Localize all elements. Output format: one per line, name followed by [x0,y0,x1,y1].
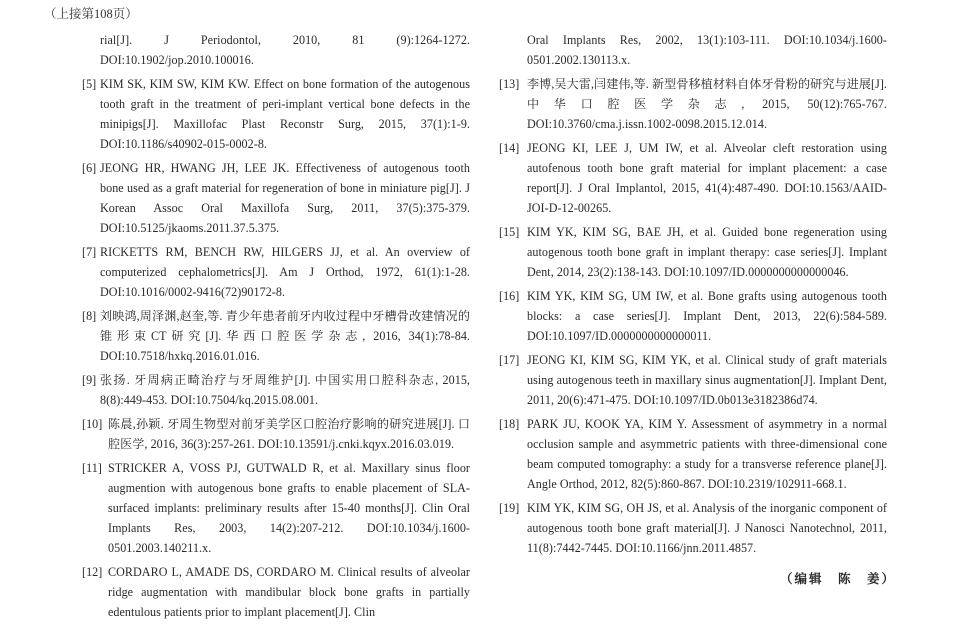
reference-entry [499,350,887,410]
reference-number: [11] [82,461,102,475]
reference-entry [82,306,470,366]
reference-entry [82,414,470,454]
reference-text: CORDARO L, AMADE DS, CORDARO M. Clinical results of alveolar ridge augmentation with mandibular block bone grafts in partially edentulous patients prior to implant placement[J]. Clin [108,565,470,619]
reference-number: [7] [82,245,97,259]
reference-text: Oral Implants Res, 2002, 13(1):103-111. DOI:10.1034/j.1600-0501.2002.130113.x. [527,33,887,67]
reference-text: 张扬. 牙周病正畸治疗与牙周维护[J]. 中国实用口腔科杂志, 2015, 8(8):449-453. DOI:10.7504/kq.2015.08.001. [100,373,470,407]
reference-text: 陈晨,孙颖. 牙周生物型对前牙美学区口腔治疗影响的研究进展[J]. 口腔医学, 2016, 36(3):257-261. DOI:10.13591/j.cnki.kqyx.2016.03.019. [108,417,470,451]
reference-number [82,30,100,70]
reference-entry [82,158,470,238]
reference-column-left [82,30,470,622]
reference-text: JEONG KI, LEE J, UM IW, et al. Alveolar cleft restoration using autofenous tooth bone graft material for implant placement: a case report[J]. J Oral Implantol, 2015, 41(4):487-490. DOI:10.1563/AAID-JOI-D-12-00265. [527,141,887,215]
reference-number: [17] [499,353,520,367]
reference-text: KIM YK, KIM SG, UM IW, et al. Bone grafts using autogenous tooth blocks: a case series[J]. Implant Dent, 2013, 22(6):584-589. DOI:10.1097/ID.0000000000000011. [527,289,887,343]
reference-text: rial[J]. J Periodontol, 2010, 81 (9):1264-1272. DOI:10.1902/jop.2010.100016. [100,33,470,67]
reference-number [499,30,527,70]
reference-number: [12] [82,565,103,579]
reference-entry [82,458,470,558]
reference-number: [16] [499,289,520,303]
reference-text: 李博,吴大雷,闫建伟,等. 新型骨移植材料自体牙骨粉的研究与进展[J]. 中华口腔医学杂志, 2015, 50(12):765-767. DOI:10.3760/cma.j.issn.1002-0098.2015.12.014. [527,77,887,131]
editor-credit: （编辑 陈 姜） [780,572,897,586]
reference-text: JEONG HR, HWANG JH, LEE JK. Effectiveness of autogenous tooth bone used as a graft material for regeneration of bone in miniature pig[J]. J Korean Assoc Oral Maxillofa Surg, 2011, 37(5):375-379. DOI:10.5125/jkaoms.2011.37.5.375. [100,161,470,235]
reference-text: 刘映鸿,周泽渊,赵奎,等. 青少年患者前牙内收过程中牙槽骨改建情况的锥形束CT研究[J].华西口腔医学杂志, 2016, 34(1):78-84. DOI:10.7518/hxkq.2016.01.016. [100,309,470,363]
reference-entry [499,138,887,218]
reference-text: PARK JU, KOOK YA, KIM Y. Assessment of asymmetry in a normal occlusion sample and asymmetric patients with three-dimensional cone beam computed tomography: a study for a transverse reference plane[J]. Angle Orthod, 2012, 82(5):860-867. DOI:10.2319/102911-668.1. [527,417,887,491]
reference-entry [82,30,470,70]
reference-entry [499,222,887,282]
reference-text: KIM YK, KIM SG, BAE JH, et al. Guided bone regeneration using autogenous tooth bone graft in implant therapy: case series[J]. Implant Dent, 2014, 23(2):138-143. DOI:10.1097/ID.0000000000000046. [527,225,887,279]
reference-number: [6] [82,161,97,175]
reference-entry [82,74,470,154]
reference-number: [13] [499,77,520,91]
reference-entry [499,286,887,346]
reference-entry [82,370,470,410]
reference-entry [82,562,470,622]
reference-number: [14] [499,141,520,155]
reference-entry [499,498,887,558]
reference-text: KIM YK, KIM SG, OH JS, et al. Analysis of the inorganic component of autogenous tooth bone graft material[J]. J Nanosci Nanotechnol, 2011, 11(8):7442-7445. DOI:10.1166/jnn.2011.4857. [527,501,887,555]
reference-text: KIM SK, KIM SW, KIM KW. Effect on bone formation of the autogenous tooth graft in the treatment of peri-implant vertical bone defects in the minipigs[J]. Maxillofac Plast Reconstr Surg, 2015, 37(1):1-9. DOI:10.1186/s40902-015-0002-8. [100,77,470,151]
reference-entry [499,30,887,70]
reference-entry [499,414,887,494]
reference-number: [5] [82,77,97,91]
reference-text: RICKETTS RM, BENCH RW, HILGERS JJ, et al. An overview of computerized cephalometrics[J]. Am J Orthod, 1972, 61(1):1-28. DOI:10.1016/0002-9416(72)90172-8. [100,245,470,299]
reference-entry [82,242,470,302]
reference-column-right [499,30,887,558]
continuation-note: （上接第108页） [44,7,138,21]
reference-number: [8] [82,309,97,323]
reference-entry [499,74,887,134]
reference-number: [15] [499,225,520,239]
reference-number: [18] [499,417,520,431]
reference-text: JEONG KI, KIM SG, KIM YK, et al. Clinical study of graft materials using autogenous teeth in maxillary sinus augmentation[J]. Implant Dent, 2011, 20(6):471-475. DOI:10.1097/ID.0b013e3182386d74. [527,353,887,407]
reference-number: [10] [82,417,103,431]
reference-text: STRICKER A, VOSS PJ, GUTWALD R, et al. Maxillary sinus floor augmention with autogenous bone grafts to enable placement of SLA-surfaced implants: preliminary results after 15-40 months[J]. Clin Oral Implants Res, 2003, 14(2):207-212. DOI:10.1034/j.1600-0501.2003.140211.x. [108,461,470,555]
reference-number: [19] [499,501,520,515]
reference-number: [9] [82,373,97,387]
